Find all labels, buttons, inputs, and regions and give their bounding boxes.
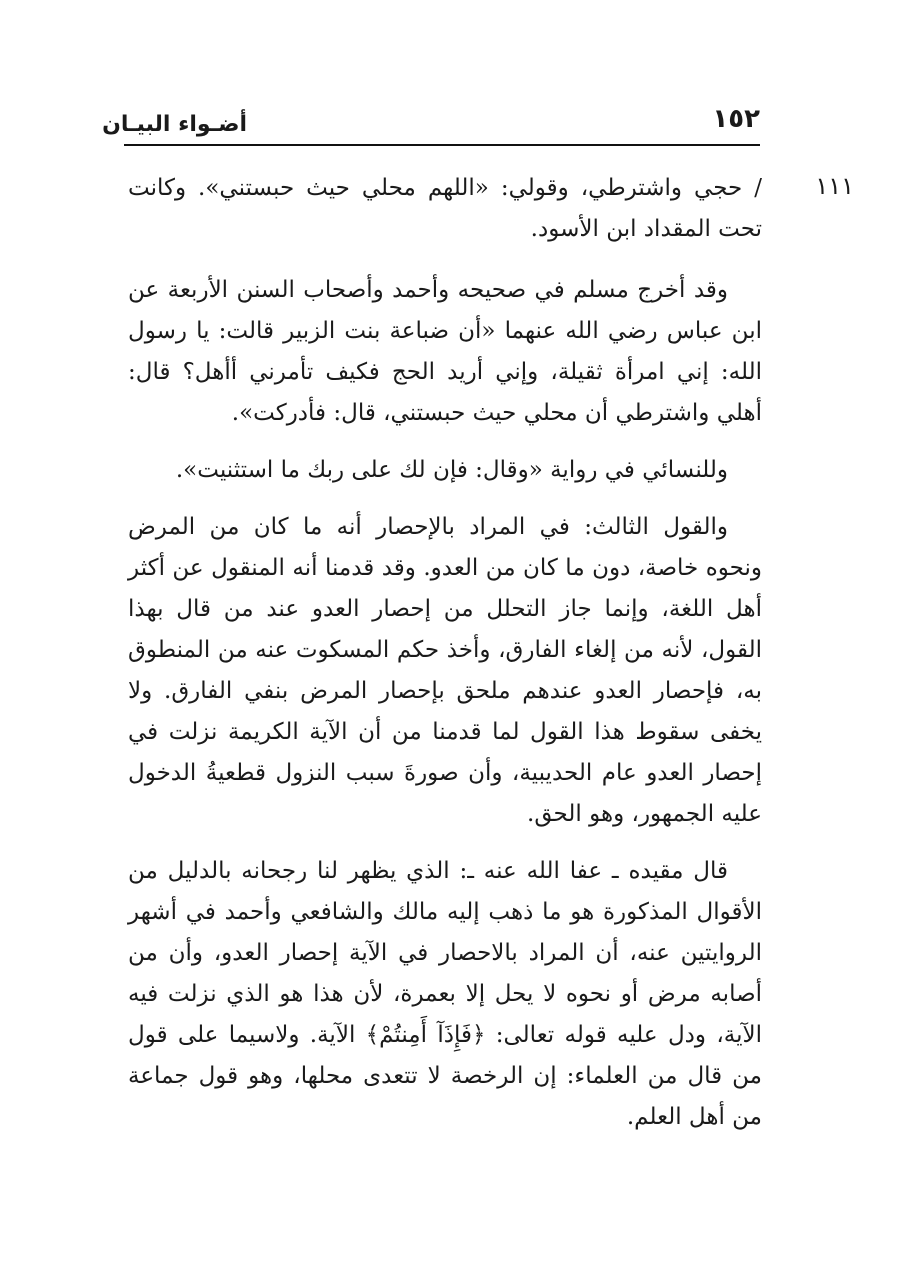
book-title: أضـواء البيـان xyxy=(102,112,247,137)
margin-page-reference: ١١١ xyxy=(815,172,854,200)
paragraph-nasai: وللنسائي في رواية «وقال: فإن لك على ربك ما استثنيت». xyxy=(175,457,728,483)
paragraph-hadith-muslim: وقد أخرج مسلم في صحيحه وأحمد وأصحاب السنن الأربعة عن ابن عباس رضي الله عنهما «أن ضباعة بنت الزبير قالت: يا رسول الله: إني امرأة ثقيلة، وإني أريد الحج فكيف تأمرني أأهل؟ قال: أهلي واشترطي أن محلي حيث حبستني، قال: فأدركت». xyxy=(128,277,762,426)
paragraph-continuation: / حجي واشترطي، وقولي: «اللهم محلي حيث حبستني». وكانت تحت المقداد ابن الأسود. xyxy=(128,175,762,242)
page-header xyxy=(102,100,760,146)
page-number: ١٥٢ xyxy=(712,104,760,134)
paragraph-third-opinion: والقول الثالث: في المراد بالإحصار أنه ما كان من المرض ونحوه خاصة، دون ما كان من العدو. وقد قدمنا أنه المنقول عن أكثر أهل اللغة، وإنما جاز التحلل من إحصار العدو عند من قال بهذا القول، لأنه من إلغاء الفارق، وأخذ حكم المسكوت عنه من المنطوق به، فإحصار العدو عندهم ملحق بإحصار المرض بنفي الفارق. ولا يخفى سقوط هذا القول لما قدمنا من أن الآية الكريمة نزلت في إحصار العدو عام الحديبية، وأن صورةَ سبب النزول قطعيةُ الدخول عليه الجمهور، وهو الحق. xyxy=(128,514,762,827)
paragraph-author-conclusion: قال مقيده ـ عفا الله عنه ـ: الذي يظهر لنا رجحانه بالدليل من الأقوال المذكورة هو ما ذهب إليه مالك والشافعي وأحمد في أشهر الروايتين عنه، أن المراد بالاحصار في الآية إحصار العدو، وأن من أصابه مرض أو نحوه لا يحل إلا بعمرة، لأن هذا هو الذي نزلت فيه الآية، ودل عليه قوله تعالى: ﴿فَإِذَآ أَمِنتُمْ﴾ الآية. ولاسيما على قول من قال من العلماء: إن الرخصة لا تتعدى محلها، وهو قول جماعة من أهل العلم. xyxy=(128,858,762,1130)
page-body xyxy=(128,168,762,1154)
